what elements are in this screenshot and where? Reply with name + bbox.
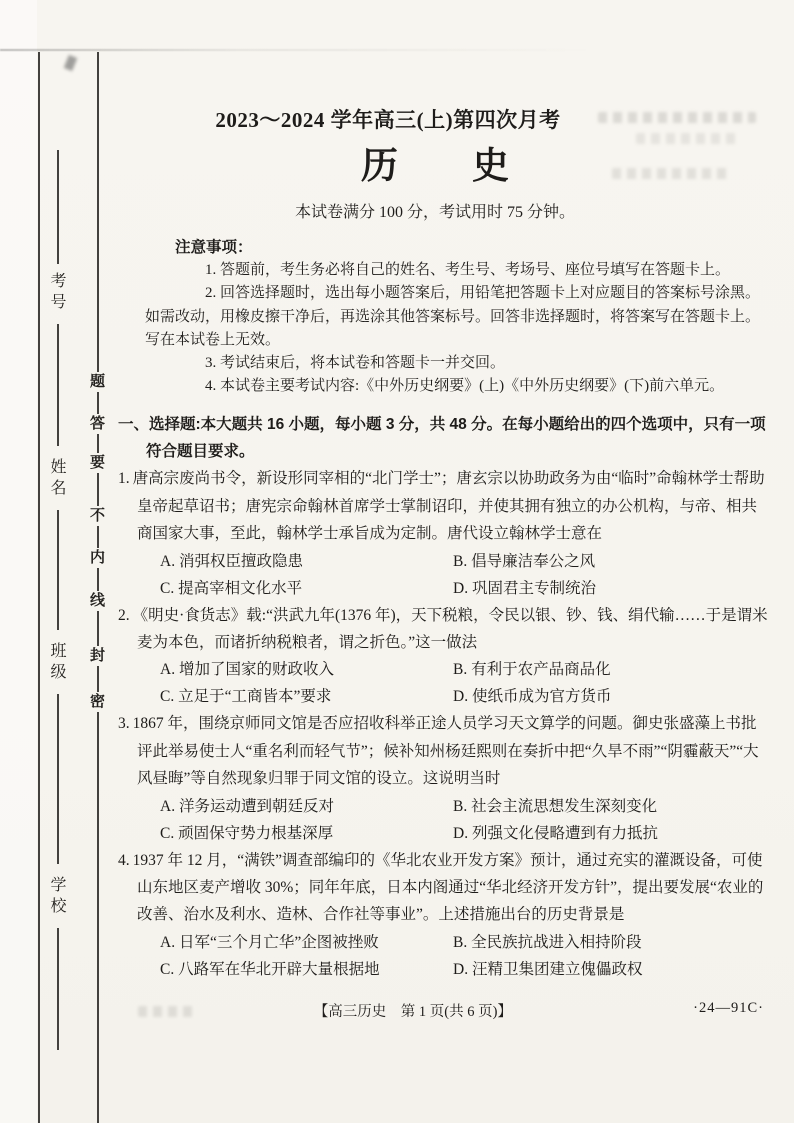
class-label: 班级 xyxy=(48,642,65,684)
section-heading: 一、选择题:本大题共 16 小题，每小题 3 分，共 48 分。在每小题给出的四个选项中，只有一项符合题目要求。 xyxy=(118,416,766,461)
question-4 xyxy=(118,847,768,983)
seal-outer-line xyxy=(38,52,40,1123)
paper-code: ·24—91C· xyxy=(693,1000,764,1016)
seal-text-char: 线 xyxy=(89,593,105,609)
scan-corner-mark xyxy=(64,55,78,71)
notices-heading: 注意事项： xyxy=(175,239,253,256)
question-number: 3. xyxy=(118,715,130,733)
question-2 xyxy=(118,602,768,711)
question-1-options xyxy=(160,548,768,602)
option-d: D. 列强文化侵略遭到有力抵抗 xyxy=(453,824,658,842)
name-label: 姓名 xyxy=(48,458,65,500)
option-b: B. 有利于农产品商品化 xyxy=(453,661,611,679)
seal-text-char: 答 xyxy=(89,416,105,432)
option-b: B. 全民族抗战进入相持阶段 xyxy=(453,933,642,951)
question-number: 4. xyxy=(118,851,130,869)
question-stem: 《明史·食货志》载:“洪武九年(1376 年)，天下税粮，令民以银、钞、钱、绢代输……于是谓米麦为本色，而诸折纳税粮者，谓之折色。”这一做法 xyxy=(132,606,768,652)
seal-text-char: 封 xyxy=(89,648,105,664)
scan-left-strip xyxy=(0,0,37,1123)
seal-text-char: 不 xyxy=(89,508,105,524)
seal-text-char: 密 xyxy=(89,694,105,710)
question-3 xyxy=(118,710,768,846)
option-a: A. 增加了国家的财政收入 xyxy=(160,661,334,679)
notice-item-1: 1. 答题前，考生务必将自己的姓名、考生号、考场号、座位号填写在答题卡上。 xyxy=(205,262,731,279)
blank-line xyxy=(57,150,59,264)
question-stem: 1937 年 12 月，“满铁”调查部编印的《华北农业开发方案》预计，通过充实的灌溉设备，可使山东地区麦产增收 30%；同年年底，日本内阁通过“华北经济开发方针”，提出要发展“农业的改善、治水及利水、造林、合作社等事业”。上述措施出台的历史背景是 xyxy=(132,851,764,924)
question-3-options xyxy=(160,793,768,847)
name-blank xyxy=(57,510,59,630)
option-a: A. 日军“三个月亡华”企图被挫败 xyxy=(160,933,379,951)
exam-number-blank xyxy=(57,324,59,446)
seal-text-char: 题 xyxy=(89,374,105,390)
option-c: C. 立足于“工商皆本”要求 xyxy=(160,688,332,706)
option-d: D. 巩固君主专制统治 xyxy=(453,579,596,597)
option-b: B. 倡导廉洁奉公之风 xyxy=(453,552,596,570)
question-2-options xyxy=(160,656,768,710)
subject-title: 历 史 xyxy=(361,146,509,187)
question-stem: 唐高宗废尚书令，新设形同宰相的“北门学士”；唐玄宗以协助政务为由“临时”命翰林学士帮助皇帝起草诏书；唐宪宗命翰林首席学士掌制诏印，并使其拥有独立的办公机构，与帝、相共商国家大事，至此，翰林学士承旨成为定制。唐代设立翰林学士意在 xyxy=(132,470,765,543)
exam-title: 2023～2024 学年高三(上)第四次月考 xyxy=(215,108,561,132)
notice-item-4: 4. 本试卷主要考试内容:《中外历史纲要》(上)《中外历史纲要》(下)前六单元。 xyxy=(205,378,725,395)
option-d: D. 使纸币成为官方货币 xyxy=(453,688,612,706)
option-a: A. 洋务运动遭到朝廷反对 xyxy=(160,797,334,815)
option-d: D. 汪精卫集团建立傀儡政权 xyxy=(453,960,643,978)
school-label: 学校 xyxy=(48,876,65,918)
notice-item-3: 3. 考试结束后，将本试卷和答题卡一并交回。 xyxy=(205,355,506,372)
exam-content xyxy=(118,0,768,983)
notices-section xyxy=(145,236,768,398)
page-number: 【高三历史 第 1 页(共 6 页)】 xyxy=(313,1004,512,1020)
option-c: C. 八路军在华北开辟大量根据地 xyxy=(160,960,380,978)
question-stem: 1867 年，围绕京师同文馆是否应招收科举正途人员学习天文算学的问题。御史张盛藻上书批评此举易使士人“重名利而轻气节”；候补知州杨廷熙则在奏折中把“久旱不雨”“阴霾蔽天”“大风昼晦”等自然现象归罪于同文馆的设立。这说明当时 xyxy=(132,715,759,788)
question-4-options xyxy=(160,929,768,983)
option-c: C. 顽固保守势力根基深厚 xyxy=(160,824,334,842)
question-1 xyxy=(118,465,768,601)
exam-info: 本试卷满分 100 分，考试用时 75 分钟。 xyxy=(294,204,575,221)
notice-item-2: 2. 回答选择题时，选出每小题答案后，用铅笔把答题卡上对应题目的答案标号涂黑。如需改动，用橡皮擦干净后，再选涂其他答案标号。回答非选择题时，将答案写在答题卡上。写在本试卷上无效。 xyxy=(145,285,761,348)
question-number: 2. xyxy=(118,606,130,624)
option-a: A. 消弭权臣擅政隐患 xyxy=(160,552,303,570)
seal-text-char: 内 xyxy=(89,550,105,566)
seal-inner-line xyxy=(97,52,99,1123)
page-footer xyxy=(0,1000,794,1022)
seal-text-char: 要 xyxy=(89,455,105,471)
option-c: C. 提高宰相文化水平 xyxy=(160,579,303,597)
question-number: 1. xyxy=(118,470,130,488)
class-blank xyxy=(57,694,59,864)
exam-number-label: 考号 xyxy=(48,272,65,314)
school-blank xyxy=(57,928,59,1050)
option-b: B. 社会主流思想发生深刻变化 xyxy=(453,797,658,815)
